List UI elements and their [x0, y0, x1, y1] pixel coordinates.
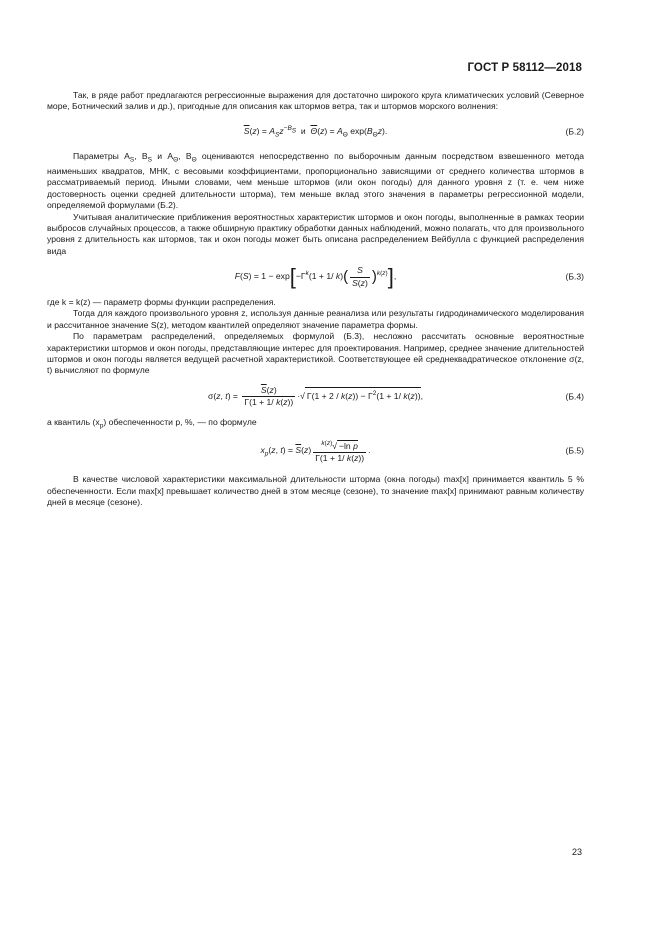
- formula-b2: [47, 123, 584, 141]
- formula-b5: [47, 438, 584, 465]
- formula-b2-expression: $\overline{S}(z) = A_Sz^{-B_S}$ и $\overline{\Theta}(z) = A_\Theta$ $\exp(B_\Theta z)$.: [243, 124, 388, 139]
- document-standard-header: ГОСТ Р 58112—2018: [467, 62, 582, 74]
- formula-b2-number: (Б.2): [565, 126, 584, 137]
- formula-b5-expression: $x_p(z$, $t) = \overline{S}(z)$ $\frac{^{k(z)}√ -\ln p}{\Gamma(1 + 1/ k(z))}$ .: [260, 439, 371, 464]
- formula-b4: [47, 385, 584, 409]
- page-number: 23: [571, 847, 582, 857]
- formula-b5-number: (Б.5): [565, 445, 584, 456]
- paragraph-characteristics: По параметрам распределений, определяемых формулой (Б.3), несложно рассчитать основные вероятностные характеристики штормов и окон погоды, представляющие интерес для проектирования. Например, среднее значение длительностей штормов и окон погоды является ведущей расчетной характеристикой. Соответствующее ей среднеквадратическое отклонение σ(z, t) вычисляют по формуле: [47, 331, 584, 376]
- formula-b4-expression: σ(z, t) = $\frac{\overline{S}(z)}{\Gamma(1 + 1/ k(z))}$ ·√ $\Gamma(1 + 2 / k(z)) - \Gamma^2(1 + 1/$ k(z)),: [208, 384, 423, 408]
- paragraph-quantile-method: Тогда для каждого произвольного уровня z, используя данные реанализа или результаты гидродинамического моделирования и рассчитанное значение S(z), методом квантилей определяют значение параметра формы.: [47, 308, 584, 330]
- paragraph-shape-parameter: где k = k(z) — параметр формы функции распределения.: [47, 296, 276, 307]
- formula-b3: [47, 265, 584, 289]
- paragraph-regression: Так, в ряде работ предлагаются регрессионные выражения для достаточно широкого круга климатических условий (Северное море, Ботнический залив и др.), пригодные для описания как штормов ветра, так и штормов морского волнения:: [47, 90, 584, 112]
- page-body: [47, 90, 584, 509]
- formula-b3-expression: $F(S) = 1 - \exp[-\Gamma^k(1 + 1/$ k)( $\frac{S}{\overline{S}(z)}$ )$^{k(z)}$],: [234, 264, 397, 290]
- paragraph-parameters: Параметры $A_S$, $B_S$ и $A_\Theta$, $B_\Theta$ оцениваются непосредственно по выборочным данным посредством взвешенного метода наименьших квадратов, МНК, с весовыми коэффициентами, пропорционально зависящими от среднего количества штормов в рассматриваемый период. Иными словами, чем меньше штормов (или окон погоды) для данного уровня z (т. е. чем ниже достоверность оценки средней длительности шторма), тем меньше вклад этого значения в параметры регрессионной модели, определяемой формулами (Б.2).: [47, 150, 584, 211]
- paragraph-max-duration: В качестве числовой характеристики максимальной длительности шторма (окна погоды) max[x] принимается квантиль 5 % обеспеченности. Если max[x] превышает количество дней в этом месяце (сезоне), то значение max[x] принимают равным количеству дней в месяце (сезоне).: [47, 474, 584, 508]
- paragraph-weibull-intro: Учитывая аналитические приближения вероятностных характеристик штормов и окон погоды, выполненные в рамках теории выбросов случайных процессов, а также обширную практику обработки данных наблюдений, можно полагать, что для произвольного уровня z длительность как штормов, так и окон погоды может быть описана распределением Вейбулла с функцией распределения вида: [47, 211, 584, 256]
- formula-b4-number: (Б.4): [565, 391, 584, 402]
- paragraph-quantile: а квантиль $(x_p)$ обеспеченности p, %, — по формуле: [47, 416, 257, 430]
- formula-b3-number: (Б.3): [565, 271, 584, 282]
